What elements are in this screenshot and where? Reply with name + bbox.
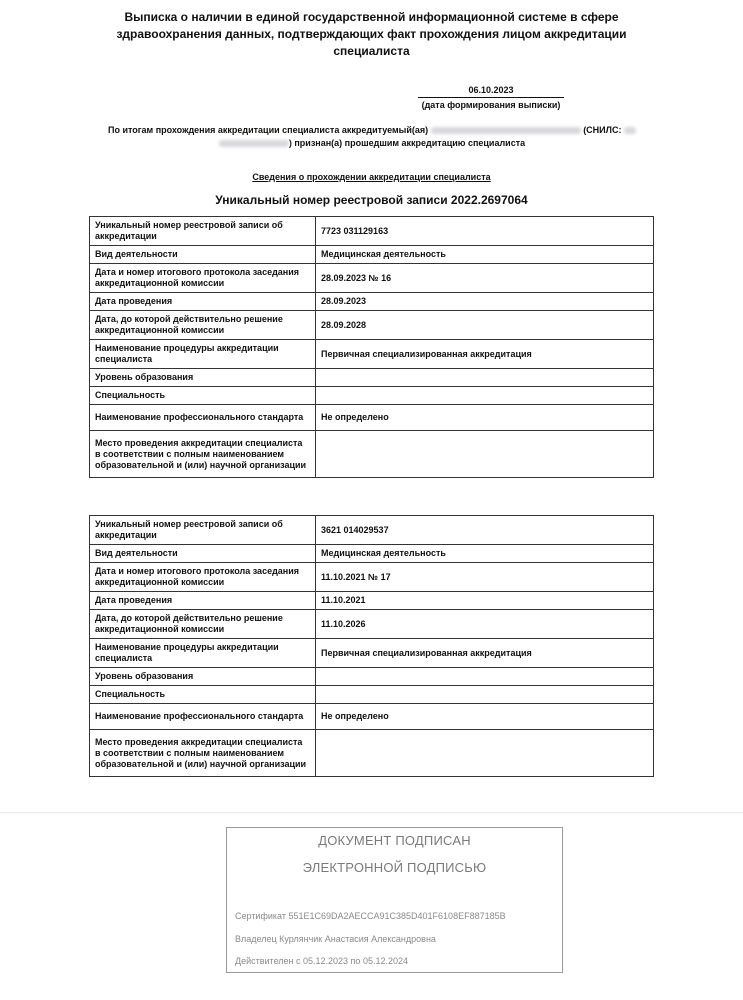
table-row bbox=[90, 311, 654, 340]
table-row bbox=[90, 668, 654, 686]
electronic-signature-stamp bbox=[226, 827, 563, 973]
row-label: Вид деятельности bbox=[90, 545, 316, 563]
row-value bbox=[316, 668, 654, 686]
table-row bbox=[90, 563, 654, 592]
redacted-snils-part bbox=[624, 127, 636, 134]
row-value: 28.09.2028 bbox=[316, 311, 654, 340]
section-subtitle: Сведения о прохождении аккредитации специалиста bbox=[252, 172, 491, 182]
row-label: Дата и номер итогового протокола заседания аккредитационной комиссии bbox=[90, 563, 316, 592]
table-row bbox=[90, 246, 654, 264]
row-label: Дата проведения bbox=[90, 592, 316, 610]
table-row bbox=[90, 686, 654, 704]
stamp-certificate: Сертификат 551E1C69DA2AECCA91C385D401F6108EF887185B bbox=[235, 911, 506, 921]
row-label: Уровень образования bbox=[90, 369, 316, 387]
row-label: Место проведения аккредитации специалиста в соответствии с полным наименованием образовательной и (или) научной организации bbox=[90, 431, 316, 478]
row-label: Дата, до которой действительно решение аккредитационной комиссии bbox=[90, 610, 316, 639]
row-value: Медицинская деятельность bbox=[316, 246, 654, 264]
table-row bbox=[90, 264, 654, 293]
intro-text-3: ) признан(а) прошедшим аккредитацию специалиста bbox=[288, 138, 526, 148]
row-label: Специальность bbox=[90, 686, 316, 704]
issue-date: 06.10.2023 bbox=[418, 84, 564, 98]
stamp-heading-line-1: ДОКУМЕНТ ПОДПИСАН bbox=[318, 833, 471, 848]
table-row bbox=[90, 431, 654, 478]
row-value: Медицинская деятельность bbox=[316, 545, 654, 563]
registry-number-heading: Уникальный номер реестровой записи 2022.2697064 bbox=[215, 193, 528, 207]
table-row bbox=[90, 610, 654, 639]
table-row bbox=[90, 545, 654, 563]
row-value: Не определено bbox=[316, 704, 654, 730]
row-value bbox=[316, 686, 654, 704]
row-label: Вид деятельности bbox=[90, 246, 316, 264]
row-label: Наименование профессионального стандарта bbox=[90, 405, 316, 431]
row-label: Место проведения аккредитации специалиста в соответствии с полным наименованием образовательной и (или) научной организации bbox=[90, 730, 316, 777]
table-row bbox=[90, 730, 654, 777]
intro-paragraph bbox=[86, 124, 658, 150]
row-label: Дата проведения bbox=[90, 293, 316, 311]
row-value: Первичная специализированная аккредитация bbox=[316, 639, 654, 668]
table-row bbox=[90, 592, 654, 610]
row-label: Специальность bbox=[90, 387, 316, 405]
table-row bbox=[90, 217, 654, 246]
document-title: Выписка о наличии в единой государственной информационной системе в сфере здравоохранения данных, подтверждающих факт прохождения лицом аккредитации специалиста bbox=[116, 10, 627, 58]
table-row bbox=[90, 293, 654, 311]
row-label: Уникальный номер реестровой записи об аккредитации bbox=[90, 516, 316, 545]
issue-date-caption: (дата формирования выписки) bbox=[421, 100, 561, 110]
table-row bbox=[90, 704, 654, 730]
issue-date-block bbox=[418, 84, 564, 112]
row-label: Наименование профессионального стандарта bbox=[90, 704, 316, 730]
row-value bbox=[316, 431, 654, 478]
stamp-heading-line-2: ЭЛЕКТРОННОЙ ПОДПИСЬЮ bbox=[302, 860, 487, 875]
row-value: Первичная специализированная аккредитация bbox=[316, 340, 654, 369]
redacted-snils bbox=[219, 140, 289, 147]
stamp-owner: Владелец Курлянчик Анастасия Александровна bbox=[235, 934, 436, 944]
table-row bbox=[90, 387, 654, 405]
table-row bbox=[90, 516, 654, 545]
accreditation-record-table-1 bbox=[89, 216, 654, 478]
row-label: Наименование процедуры аккредитации специалиста bbox=[90, 340, 316, 369]
row-value: 11.10.2026 bbox=[316, 610, 654, 639]
table-row bbox=[90, 639, 654, 668]
row-value bbox=[316, 387, 654, 405]
row-value bbox=[316, 730, 654, 777]
table-row bbox=[90, 369, 654, 387]
row-value: 28.09.2023 № 16 bbox=[316, 264, 654, 293]
row-label: Дата, до которой действительно решение аккредитационной комиссии bbox=[90, 311, 316, 340]
row-value: 11.10.2021 bbox=[316, 592, 654, 610]
intro-text-2: (СНИЛС: bbox=[583, 125, 622, 135]
table-row bbox=[90, 340, 654, 369]
accreditation-record-table-2 bbox=[89, 515, 654, 777]
row-value: 28.09.2023 bbox=[316, 293, 654, 311]
row-value: 7723 031129163 bbox=[316, 217, 654, 246]
row-value: 11.10.2021 № 17 bbox=[316, 563, 654, 592]
stamp-validity: Действителен с 05.12.2023 по 05.12.2024 bbox=[235, 956, 408, 966]
table-row bbox=[90, 405, 654, 431]
row-value: 3621 014029537 bbox=[316, 516, 654, 545]
row-label: Уникальный номер реестровой записи об аккредитации bbox=[90, 217, 316, 246]
row-value bbox=[316, 369, 654, 387]
redacted-name bbox=[431, 127, 581, 134]
row-label: Дата и номер итогового протокола заседания аккредитационной комиссии bbox=[90, 264, 316, 293]
intro-text-1: По итогам прохождения аккредитации специалиста аккредитуемый(ая) bbox=[108, 125, 429, 135]
row-label: Наименование процедуры аккредитации специалиста bbox=[90, 639, 316, 668]
row-label: Уровень образования bbox=[90, 668, 316, 686]
row-value: Не определено bbox=[316, 405, 654, 431]
